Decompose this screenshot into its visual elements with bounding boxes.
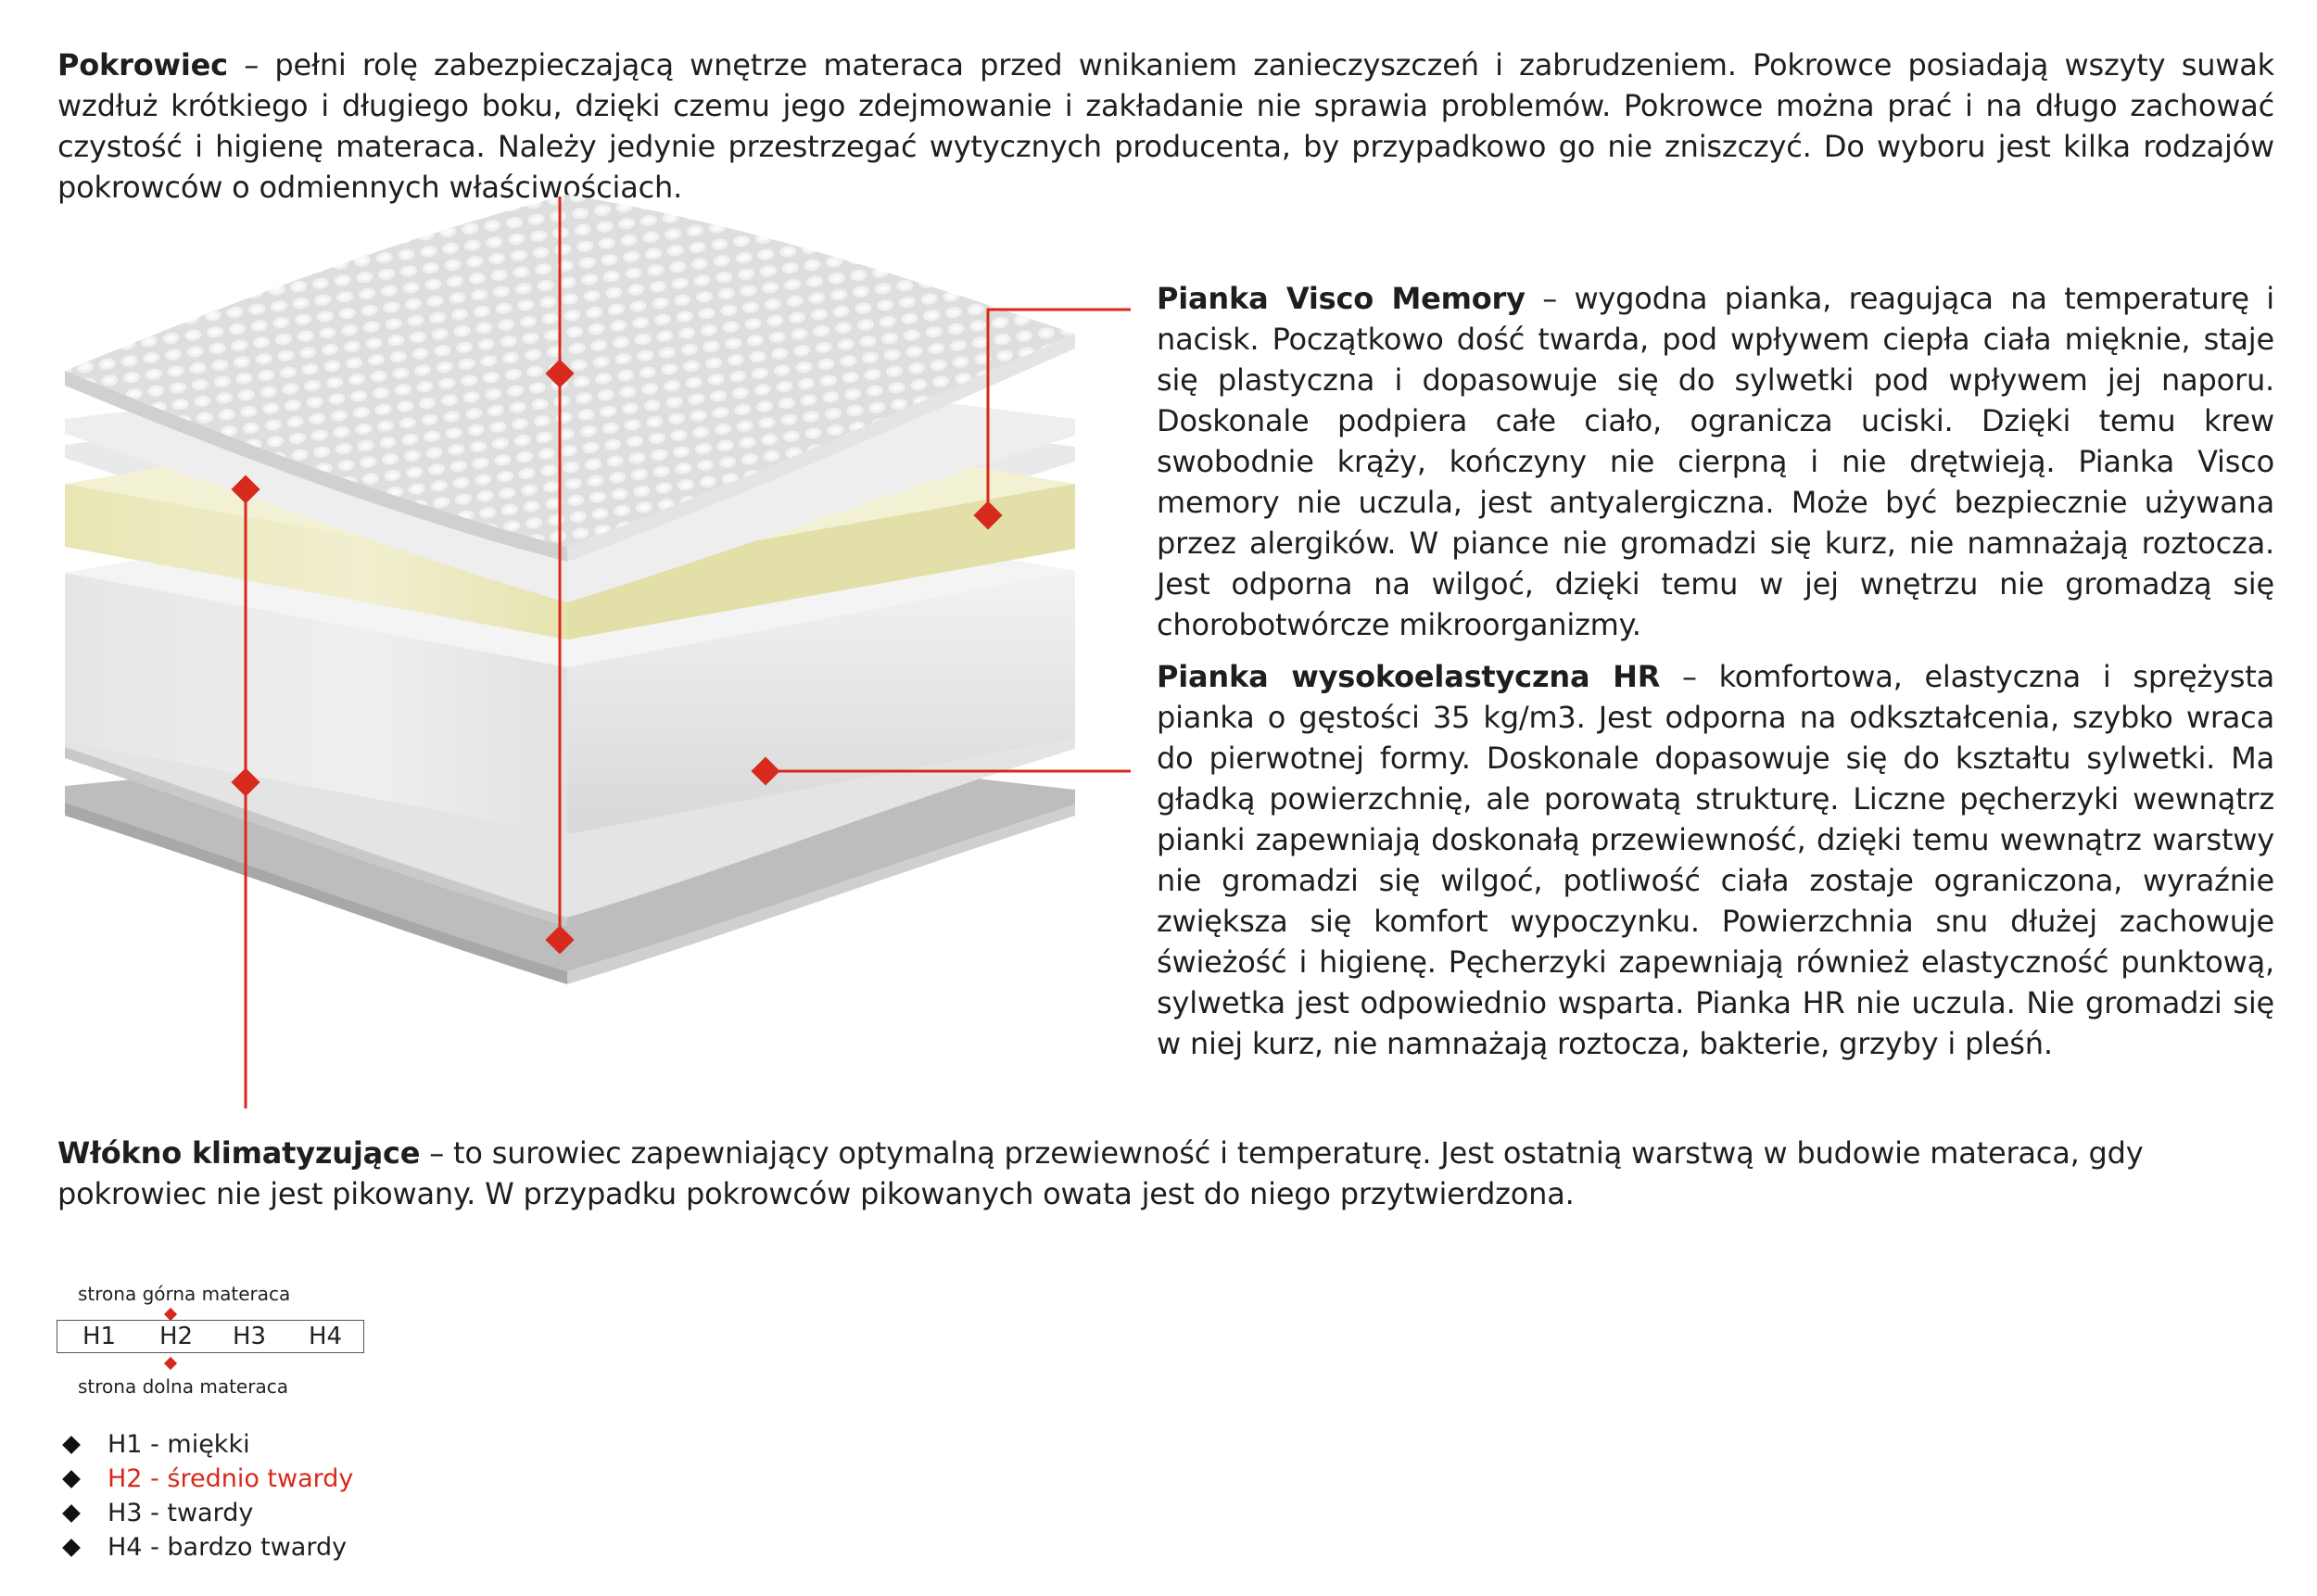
visco-text: – wygodna pianka, reagująca na temperaturę i nacisk. Początkowo dość twarda, pod wpływem ciepła ciała mięknie, staje się plastyczna i dopasowuje się do sylwetki pod wpływem jej naporu. Doskonale podpiera całe ciało, ogranicza uciski. Dzięki temu krew swobodnie krąży, kończyny nie cierpną i nie drętwieją. Pianka Visco memory nie uczula, jest antyalergiczna. Może być bezpiecznie używana przez alergików. W piance nie gromadzi się kurz, nie namnażają roztocza. Jest odporna na wilgoć, dzięki temu w jej wnętrzu nie gromadzą się chorobotwórcze mikroorganizmy. bbox=[1157, 281, 2274, 642]
hardness-scale bbox=[57, 1320, 364, 1353]
diamond-bullet-icon bbox=[62, 1504, 81, 1523]
bottom-side-caption: strona dolna materaca bbox=[78, 1375, 288, 1398]
hardness-level-h1: H1 bbox=[82, 1323, 117, 1350]
legend-label: H4 - bardzo twardy bbox=[108, 1533, 348, 1562]
hardness-level-h4: H4 bbox=[308, 1323, 343, 1350]
legend-item-h4 bbox=[61, 1530, 353, 1564]
legend-label: H3 - twardy bbox=[108, 1499, 254, 1527]
cover-term: Pokrowiec bbox=[57, 47, 228, 82]
legend-label: H1 - miękki bbox=[108, 1430, 250, 1459]
fiber-text: – to surowiec zapewniający optymalną przewiewność i temperaturę. Jest ostatnią warstwą w budowie materaca, gdy pokrowiec nie jest pikowany. W przypadku pokrowców pikowanych owata jest do niego przytwierdzona. bbox=[57, 1135, 2144, 1211]
cover-text: – pełni rolę zabezpieczającą wnętrze materaca przed wnikaniem zanieczyszczeń i zabrudzeniem. Pokrowce posiadają wszyty suwak wzdłuż krótkiego i długiego boku, dzięki czemu jego zdejmowanie i zakładanie nie sprawia problemów. Pokrowce można prać i na długo zachować czystość i higienę materaca. Należy jedynie przestrzegać wytycznych producenta, by przypadkowo go nie zniszczyć. Do wyboru jest kilka rodzajów pokrowców o odmiennych właściwościach. bbox=[57, 47, 2274, 205]
diamond-bullet-icon bbox=[62, 1539, 81, 1557]
visco-term: Pianka Visco Memory bbox=[1157, 281, 1526, 316]
hardness-level-h2: H2 bbox=[158, 1323, 194, 1350]
hr-foam-text: – komfortowa, elastyczna i sprężysta pianka o gęstości 35 kg/m3. Jest odporna na odkształcenia, szybko wraca do pierwotnej formy. Doskonale dopasowuje się do kształtu sylwetki. Ma gładką powierzchnię, ale porowatą strukturę. Liczne pęcherzyki wewnątrz pianki zapewniają doskonałą przewiewność, dzięki temu wewnątrz warstwy nie gromadzi się wilgoć, potliwość ciała zostaje ograniczona, wyraźnie zwiększa się komfort wypoczynku. Powierzchnia snu dłużej zachowuje świeżość i higienę. Pęcherzyki zapewniają również elastyczność punktową, sylwetka jest odpowiednio wsparta. Pianka HR nie uczula. Nie gromadzi się w niej kurz, nie namnażają roztocza, bakterie, grzyby i pleśń. bbox=[1157, 659, 2274, 1061]
hardness-legend bbox=[61, 1427, 353, 1564]
diamond-bullet-icon bbox=[62, 1436, 81, 1454]
fiber-term: Włókno klimatyzujące bbox=[57, 1135, 421, 1171]
legend-label: H2 - średnio twardy bbox=[108, 1464, 354, 1493]
diamond-bullet-icon bbox=[62, 1470, 81, 1488]
legend-item-h2 bbox=[61, 1462, 353, 1496]
legend-item-h1 bbox=[61, 1427, 353, 1462]
legend-item-h3 bbox=[61, 1496, 353, 1530]
top-side-caption: strona górna materaca bbox=[78, 1283, 291, 1305]
hr-foam-term: Pianka wysokoelastyczna HR bbox=[1157, 659, 1661, 694]
hardness-level-h3: H3 bbox=[232, 1323, 267, 1350]
